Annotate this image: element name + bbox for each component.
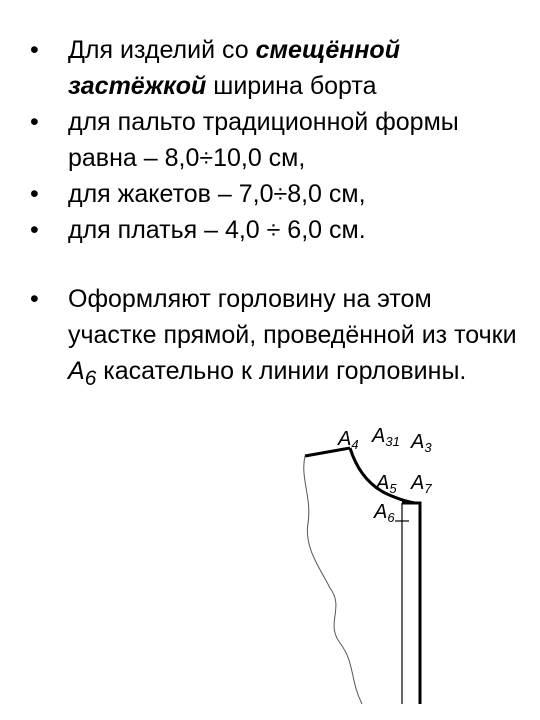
torn-edge-outline xyxy=(304,456,362,704)
bullet-text: для пальто традиционной формы равна – 8,0÷10,0 см, xyxy=(68,108,459,172)
bullet-item-coat xyxy=(28,104,518,176)
label-a3: $А_3$ xyxy=(411,431,432,455)
label-a4: $А_4$ xyxy=(338,428,359,452)
label-a31: $А_{31}$ xyxy=(372,425,400,449)
label-a5: $А_5$ xyxy=(376,472,397,496)
bullet-dot-icon: • xyxy=(30,285,39,313)
bullet-dot-icon: • xyxy=(30,36,39,64)
bullet-text: касательно к линии горловины. xyxy=(96,357,467,385)
bullet-text: для платья – 4,0 ÷ 6,0 см. xyxy=(68,216,366,244)
bullet-text: для жакетов – 7,0÷8,0 см, xyxy=(68,180,366,208)
bullet-item-offset-closure xyxy=(28,32,518,104)
bullet-text: ширина борта xyxy=(206,72,377,100)
bullet-text: Для изделий со xyxy=(68,36,256,64)
emphasis-text: смещённой xyxy=(255,36,400,64)
emphasis-text: застёжкой xyxy=(68,72,207,100)
bullet-item-jacket xyxy=(28,176,518,212)
bullet-dot-icon: • xyxy=(30,180,39,208)
bullet-item-dress xyxy=(28,212,518,248)
bullet-dot-icon: • xyxy=(30,216,39,244)
bullet-list xyxy=(28,32,518,397)
point-label: А xyxy=(68,357,85,385)
bullet-item-neckline xyxy=(28,281,518,397)
bullet-text: Оформляют горловину на этом участке прямой, проведённой из точки xyxy=(68,285,517,349)
neckline-pattern-diagram xyxy=(290,418,460,708)
label-a7: $А_7$ xyxy=(411,472,432,496)
label-a6: $А_6$ xyxy=(374,501,395,525)
bullet-dot-icon: • xyxy=(30,108,39,136)
front-edge-line xyxy=(402,503,420,704)
point-subscript: 6 xyxy=(84,367,97,390)
